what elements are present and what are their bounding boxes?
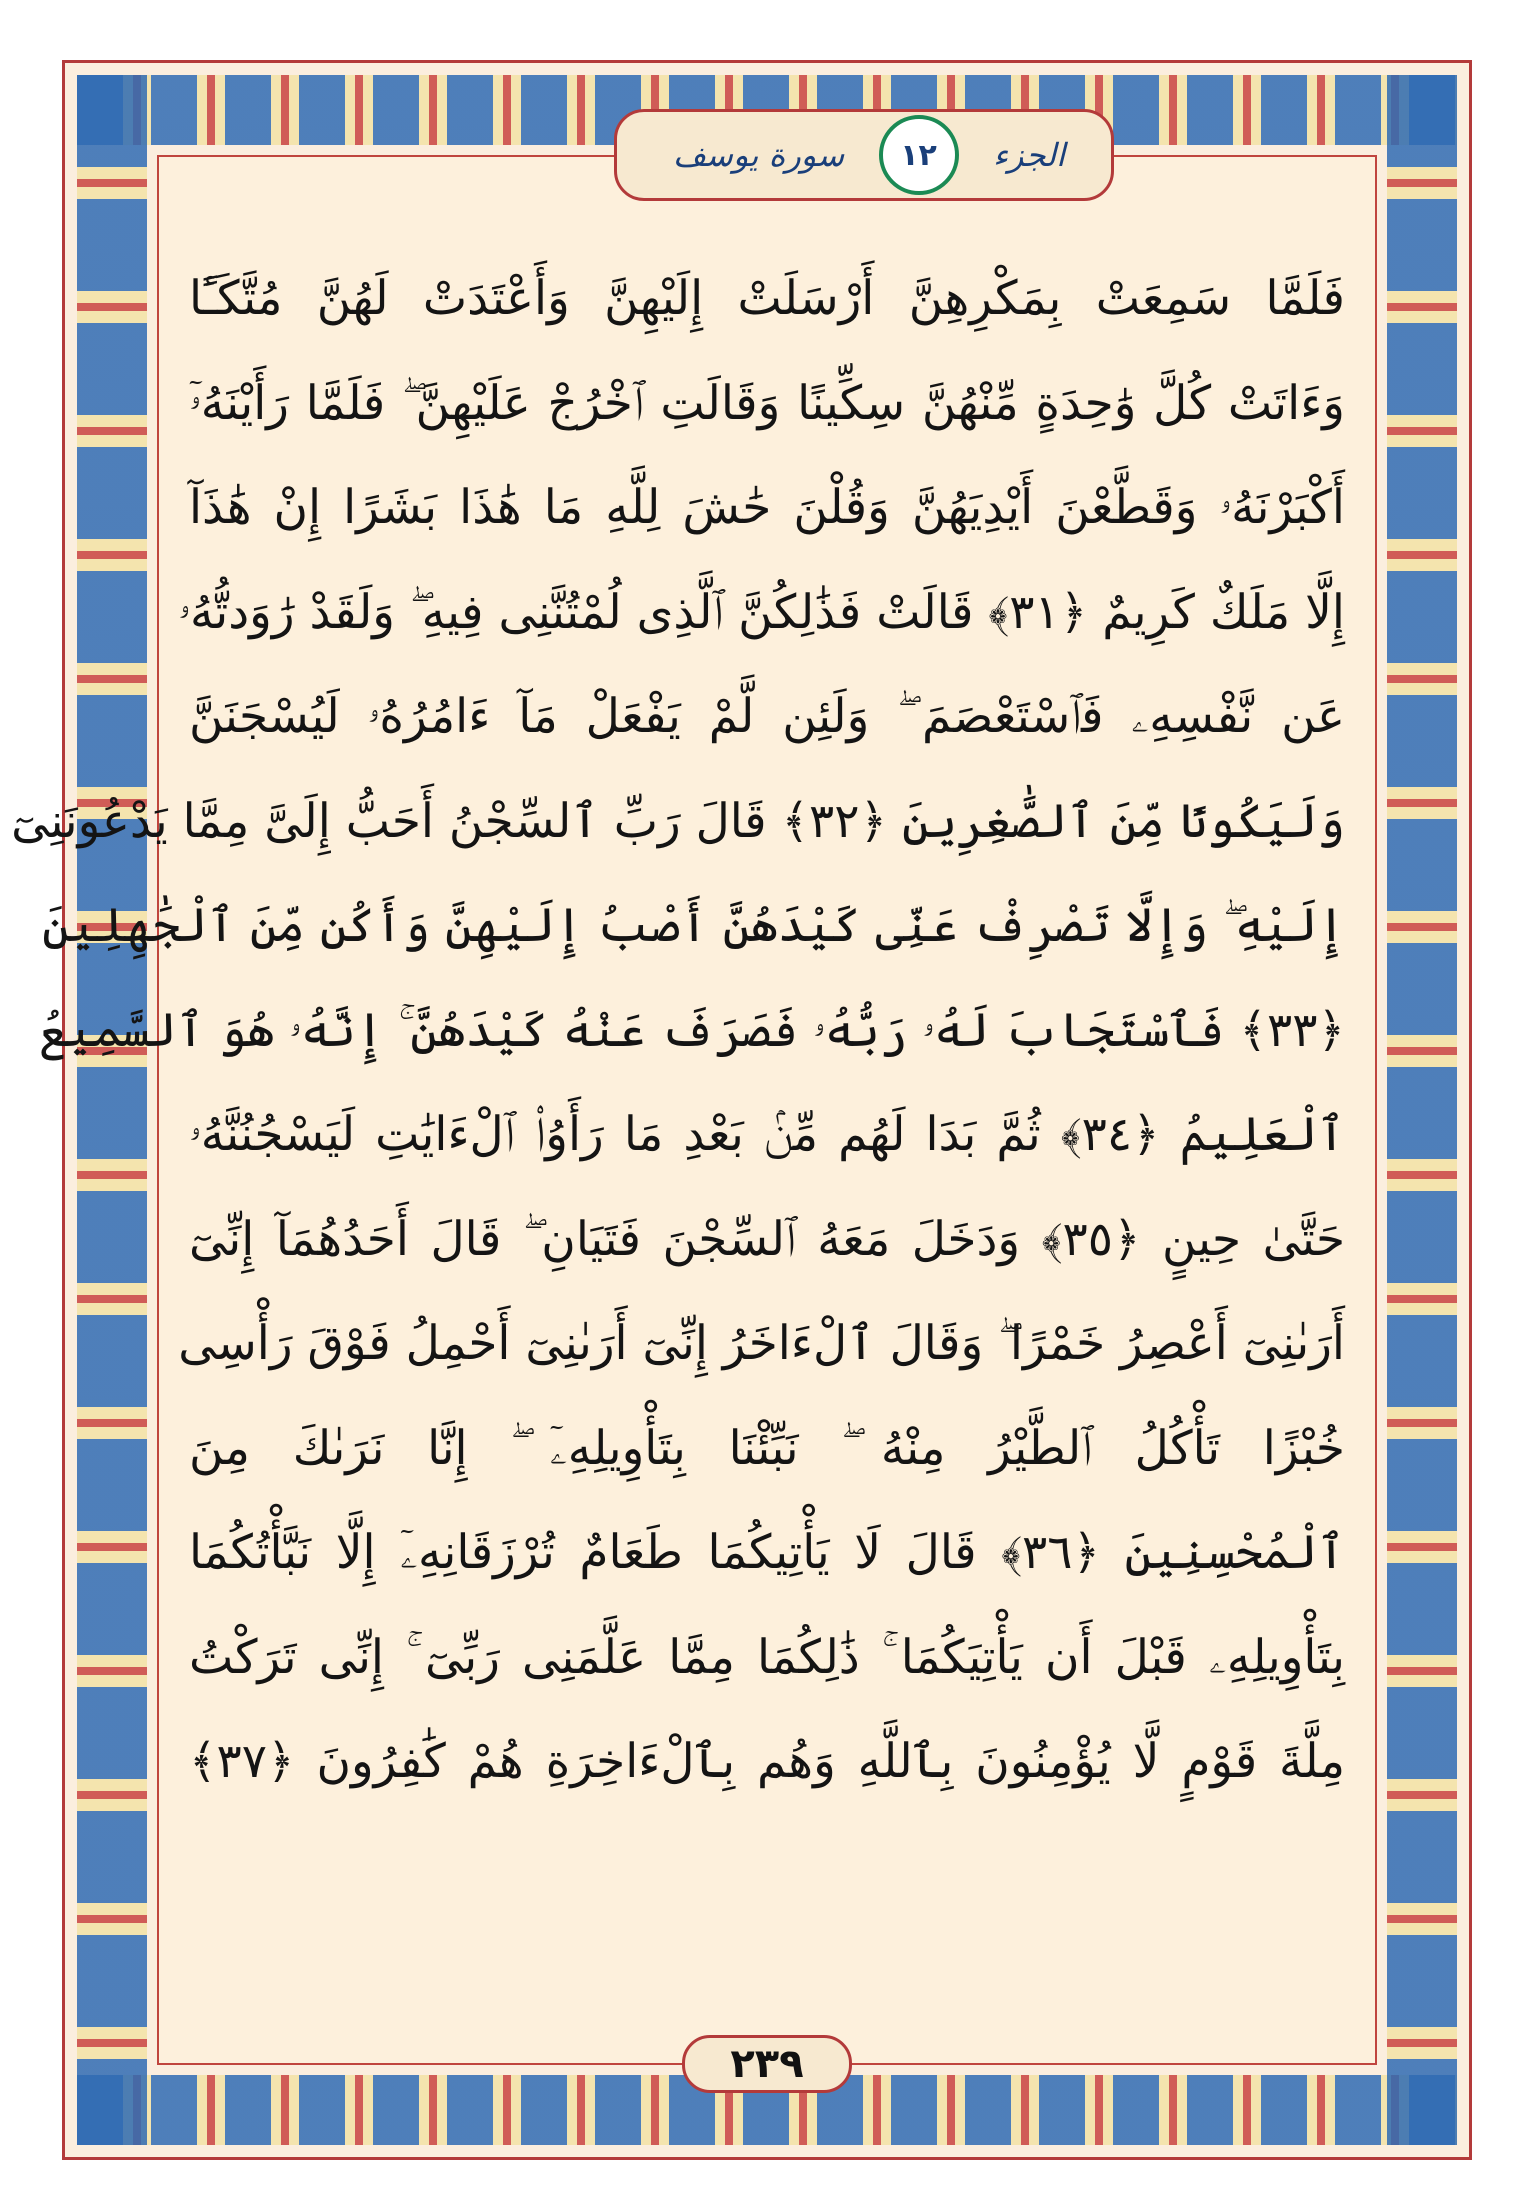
text-line: إِلَّا مَلَكٌ كَرِيمٌ ﴿٣١﴾ قَالَتْ فَذَٰلِكُنَّ ٱلَّذِى لُمْتُنَّنِى فِيهِ ۖ وَلَقَدْ رَٰوَدتُّهُۥ (178, 584, 1345, 640)
text-line: ٱلْعَلِيمُ ﴿٣٤﴾ ثُمَّ بَدَا لَهُم مِّنۢ بَعْدِ مَا رَأَوُا۟ ٱلْءَايَٰتِ لَيَسْجُنُنَّهُۥ (189, 1107, 1345, 1162)
page-header (614, 109, 1114, 201)
surah-name: سورة يوسف (673, 136, 845, 174)
text-line: مِلَّةَ قَوْمٍ لَّا يُؤْمِنُونَ بِٱللَّهِ وَهُم بِٱلْءَاخِرَةِ هُمْ كَٰفِرُونَ ﴿٣٧﴾ (189, 1734, 1345, 1789)
page-number: ٢٣٩ (682, 2035, 852, 2093)
text-line: أَرَىٰنِىٓ أَعْصِرُ خَمْرًا ۖ وَقَالَ ٱلْءَاخَرُ إِنِّىٓ أَرَىٰنِىٓ أَحْمِلُ فَوْقَ رَأْسِى (178, 1316, 1345, 1371)
ornament-border-right (1387, 75, 1457, 2145)
verse-text-block (11, 247, 1346, 1815)
text-panel (11, 136, 1377, 2087)
text-line: أَكْبَرْنَهُۥ وَقَطَّعْنَ أَيْدِيَهُنَّ وَقُلْنَ حَٰشَ لِلَّهِ مَا هَٰذَا بَشَرًا إِنْ هَٰذَآ (189, 480, 1345, 535)
text-line: حَتَّىٰ حِينٍ ﴿٣٥﴾ وَدَخَلَ مَعَهُ ٱلسِّجْنَ فَتَيَانِ ۖ قَالَ أَحَدُهُمَآ إِنِّىٓ (189, 1211, 1346, 1267)
text-line: فَلَمَّا سَمِعَتْ بِمَكْرِهِنَّ أَرْسَلَتْ إِلَيْهِنَّ وَأَعْتَدَتْ لَهُنَّ مُتَّكَـًٔا (189, 271, 1345, 326)
text-line: وَءَاتَتْ كُلَّ وَٰحِدَةٍ مِّنْهُنَّ سِكِّينًا وَقَالَتِ ٱخْرُجْ عَلَيْهِنَّ ۖ فَلَمَّا رَأَيْنَهُۥٓ (189, 375, 1345, 431)
text-line: ﴿٣٣﴾ فَٱسْتَجَابَ لَهُۥ رَبُّهُۥ فَصَرَفَ عَنْهُ كَيْدَهُنَّ ۚ إِنَّهُۥ هُوَ ٱلسَّمِيعُ (39, 1002, 1345, 1058)
juz-number-badge: ١٢ (879, 115, 959, 195)
text-line: خُبْزًا تَأْكُلُ ٱلطَّيْرُ مِنْهُ ۖ نَبِّئْنَا بِتَأْوِيلِهِۦٓ ۖ إِنَّا نَرَىٰكَ مِنَ (189, 1420, 1345, 1476)
ornament-border-left (77, 75, 147, 2145)
text-line: عَن نَّفْسِهِۦ فَٱسْتَعْصَمَ ۖ وَلَئِن لَّمْ يَفْعَلْ مَآ ءَامُرُهُۥ لَيُسْجَنَنَّ (189, 689, 1345, 744)
text-line: وَلَيَكُونًا مِّنَ ٱلصَّٰغِرِينَ ﴿٣٢﴾ قَالَ رَبِّ ٱلسِّجْنُ أَحَبُّ إِلَىَّ مِمَّا يَدْعُونَنِىٓ (11, 793, 1345, 849)
text-line: إِلَيْهِ ۖ وَإِلَّا تَصْرِفْ عَنِّى كَيْدَهُنَّ أَصْبُ إِلَيْهِنَّ وَأَكُن مِّنَ ٱلْجَٰهِلِينَ (42, 898, 1345, 953)
text-line: ٱلْمُحْسِنِينَ ﴿٣٦﴾ قَالَ لَا يَأْتِيكُمَا طَعَامٌ تُرْزَقَانِهِۦٓ إِلَّا نَبَّأْتُكُمَا (189, 1525, 1345, 1580)
text-line: بِتَأْوِيلِهِۦ قَبْلَ أَن يَأْتِيَكُمَا ۚ ذَٰلِكُمَا مِمَّا عَلَّمَنِى رَبِّىٓ ۚ إِنِّى تَرَكْتُ (189, 1629, 1345, 1685)
mushaf-page (11, 60, 1472, 2160)
juz-label: الجزء (993, 136, 1065, 174)
